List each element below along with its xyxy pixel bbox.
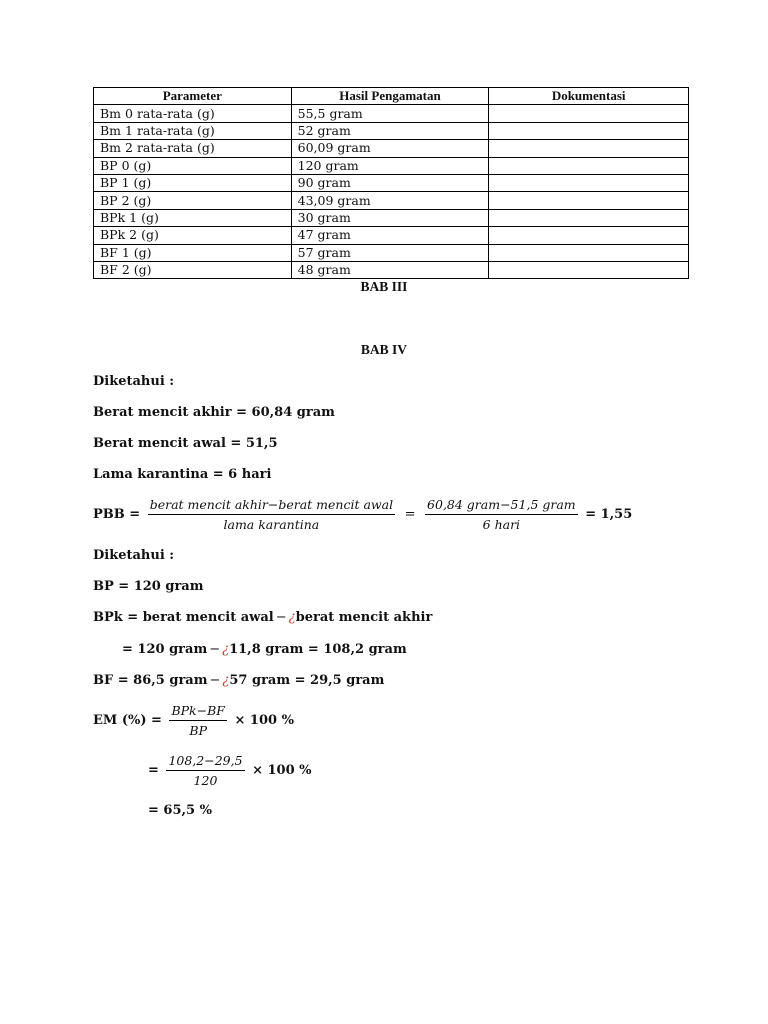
em-label: EM (%) =	[93, 713, 162, 728]
bpk-calc-left: = 120 gram	[122, 642, 208, 657]
bf-line	[93, 673, 384, 688]
cell-parameter: BP 2 (g)	[94, 192, 292, 209]
berat-awal-line: Berat mencit awal = 51,5	[93, 436, 278, 451]
bpk-calc-glyph: ¿	[222, 642, 230, 657]
bpk-calc-line	[122, 642, 407, 657]
cell-hasil: 120 gram	[291, 157, 489, 174]
pbb-fraction-words-numerator: berat mencit akhir−berat mencit awal	[148, 497, 395, 515]
em-fraction-numerator: BPk−BF	[169, 703, 227, 721]
table-row	[94, 192, 689, 209]
cell-parameter: Bm 2 rata-rata (g)	[94, 140, 292, 157]
cell-parameter: Bm 0 rata-rata (g)	[94, 105, 292, 122]
cell-dokumentasi	[489, 140, 689, 157]
em-result-line: = 65,5 %	[148, 803, 212, 818]
pbb-fraction-values-numerator: 60,84 gram−51,5 gram	[425, 497, 578, 515]
em-calc-fraction-numerator: 108,2−29,5	[166, 753, 244, 771]
bpk-minus: −	[275, 610, 287, 625]
em-calc-formula	[148, 753, 312, 788]
cell-parameter: BPk 2 (g)	[94, 227, 292, 244]
em-fraction	[169, 703, 227, 738]
cell-dokumentasi	[489, 157, 689, 174]
pbb-label: PBB =	[93, 507, 141, 522]
cell-dokumentasi	[489, 174, 689, 191]
table-row	[94, 157, 689, 174]
cell-hasil: 30 gram	[291, 209, 489, 226]
bp-line: BP = 120 gram	[93, 579, 204, 594]
cell-parameter: BF 2 (g)	[94, 261, 292, 278]
cell-hasil: 55,5 gram	[291, 105, 489, 122]
bpk-glyph: ¿	[288, 610, 296, 625]
pbb-fraction-words	[148, 497, 395, 532]
cell-dokumentasi	[489, 244, 689, 261]
cell-hasil: 43,09 gram	[291, 192, 489, 209]
bab-3-heading: BAB III	[360, 279, 408, 294]
table-row	[94, 174, 689, 191]
bf-left: BF = 86,5 gram	[93, 673, 208, 688]
cell-dokumentasi	[489, 227, 689, 244]
cell-hasil: 48 gram	[291, 261, 489, 278]
cell-hasil: 60,09 gram	[291, 140, 489, 157]
pbb-formula	[93, 497, 632, 532]
pbb-equals: =	[404, 507, 416, 522]
bpk-line	[93, 610, 432, 625]
table-row	[94, 261, 689, 278]
bpk-calc-minus: −	[209, 642, 221, 657]
bpk-right: berat mencit akhir	[295, 610, 433, 625]
bab-4-heading: BAB IV	[360, 342, 408, 357]
bpk-left: BPk = berat mencit awal	[93, 610, 274, 625]
cell-dokumentasi	[489, 192, 689, 209]
em-calc-times: × 100 %	[252, 763, 312, 778]
bf-glyph: ¿	[222, 673, 230, 688]
diketahui-label-1: Diketahui :	[93, 374, 175, 389]
cell-parameter: BP 0 (g)	[94, 157, 292, 174]
pbb-fraction-values-denominator: 6 hari	[482, 517, 521, 532]
berat-akhir-line: Berat mencit akhir = 60,84 gram	[93, 405, 335, 420]
cell-dokumentasi	[489, 209, 689, 226]
header-hasil: Hasil Pengamatan	[291, 88, 489, 105]
cell-dokumentasi	[489, 261, 689, 278]
table-row	[94, 227, 689, 244]
cell-hasil: 90 gram	[291, 174, 489, 191]
bf-right: 57 gram = 29,5 gram	[229, 673, 385, 688]
table-row	[94, 122, 689, 139]
pbb-result: = 1,55	[585, 507, 633, 522]
table-header-row	[94, 88, 689, 105]
table-row	[94, 105, 689, 122]
cell-dokumentasi	[489, 122, 689, 139]
cell-parameter: BF 1 (g)	[94, 244, 292, 261]
pbb-fraction-words-denominator: lama karantina	[223, 517, 320, 532]
cell-dokumentasi	[489, 105, 689, 122]
header-dokumentasi: Dokumentasi	[489, 88, 689, 105]
table-row	[94, 244, 689, 261]
cell-parameter: Bm 1 rata-rata (g)	[94, 122, 292, 139]
header-parameter: Parameter	[94, 88, 292, 105]
bpk-calc-right: 11,8 gram = 108,2 gram	[229, 642, 407, 657]
em-times: × 100 %	[234, 713, 294, 728]
cell-parameter: BPk 1 (g)	[94, 209, 292, 226]
observation-table	[93, 87, 689, 279]
cell-hasil: 52 gram	[291, 122, 489, 139]
cell-parameter: BP 1 (g)	[94, 174, 292, 191]
table-row	[94, 209, 689, 226]
em-formula	[93, 703, 294, 738]
em-calc-equals: =	[148, 763, 159, 778]
em-calc-fraction	[166, 753, 244, 788]
diketahui-label-2: Diketahui :	[93, 548, 175, 563]
em-fraction-denominator: BP	[189, 723, 207, 738]
pbb-fraction-values	[425, 497, 578, 532]
em-calc-fraction-denominator: 120	[193, 773, 218, 788]
bf-minus: −	[209, 673, 221, 688]
cell-hasil: 47 gram	[291, 227, 489, 244]
cell-hasil: 57 gram	[291, 244, 489, 261]
lama-karantina-line: Lama karantina = 6 hari	[93, 467, 272, 482]
table-row	[94, 140, 689, 157]
